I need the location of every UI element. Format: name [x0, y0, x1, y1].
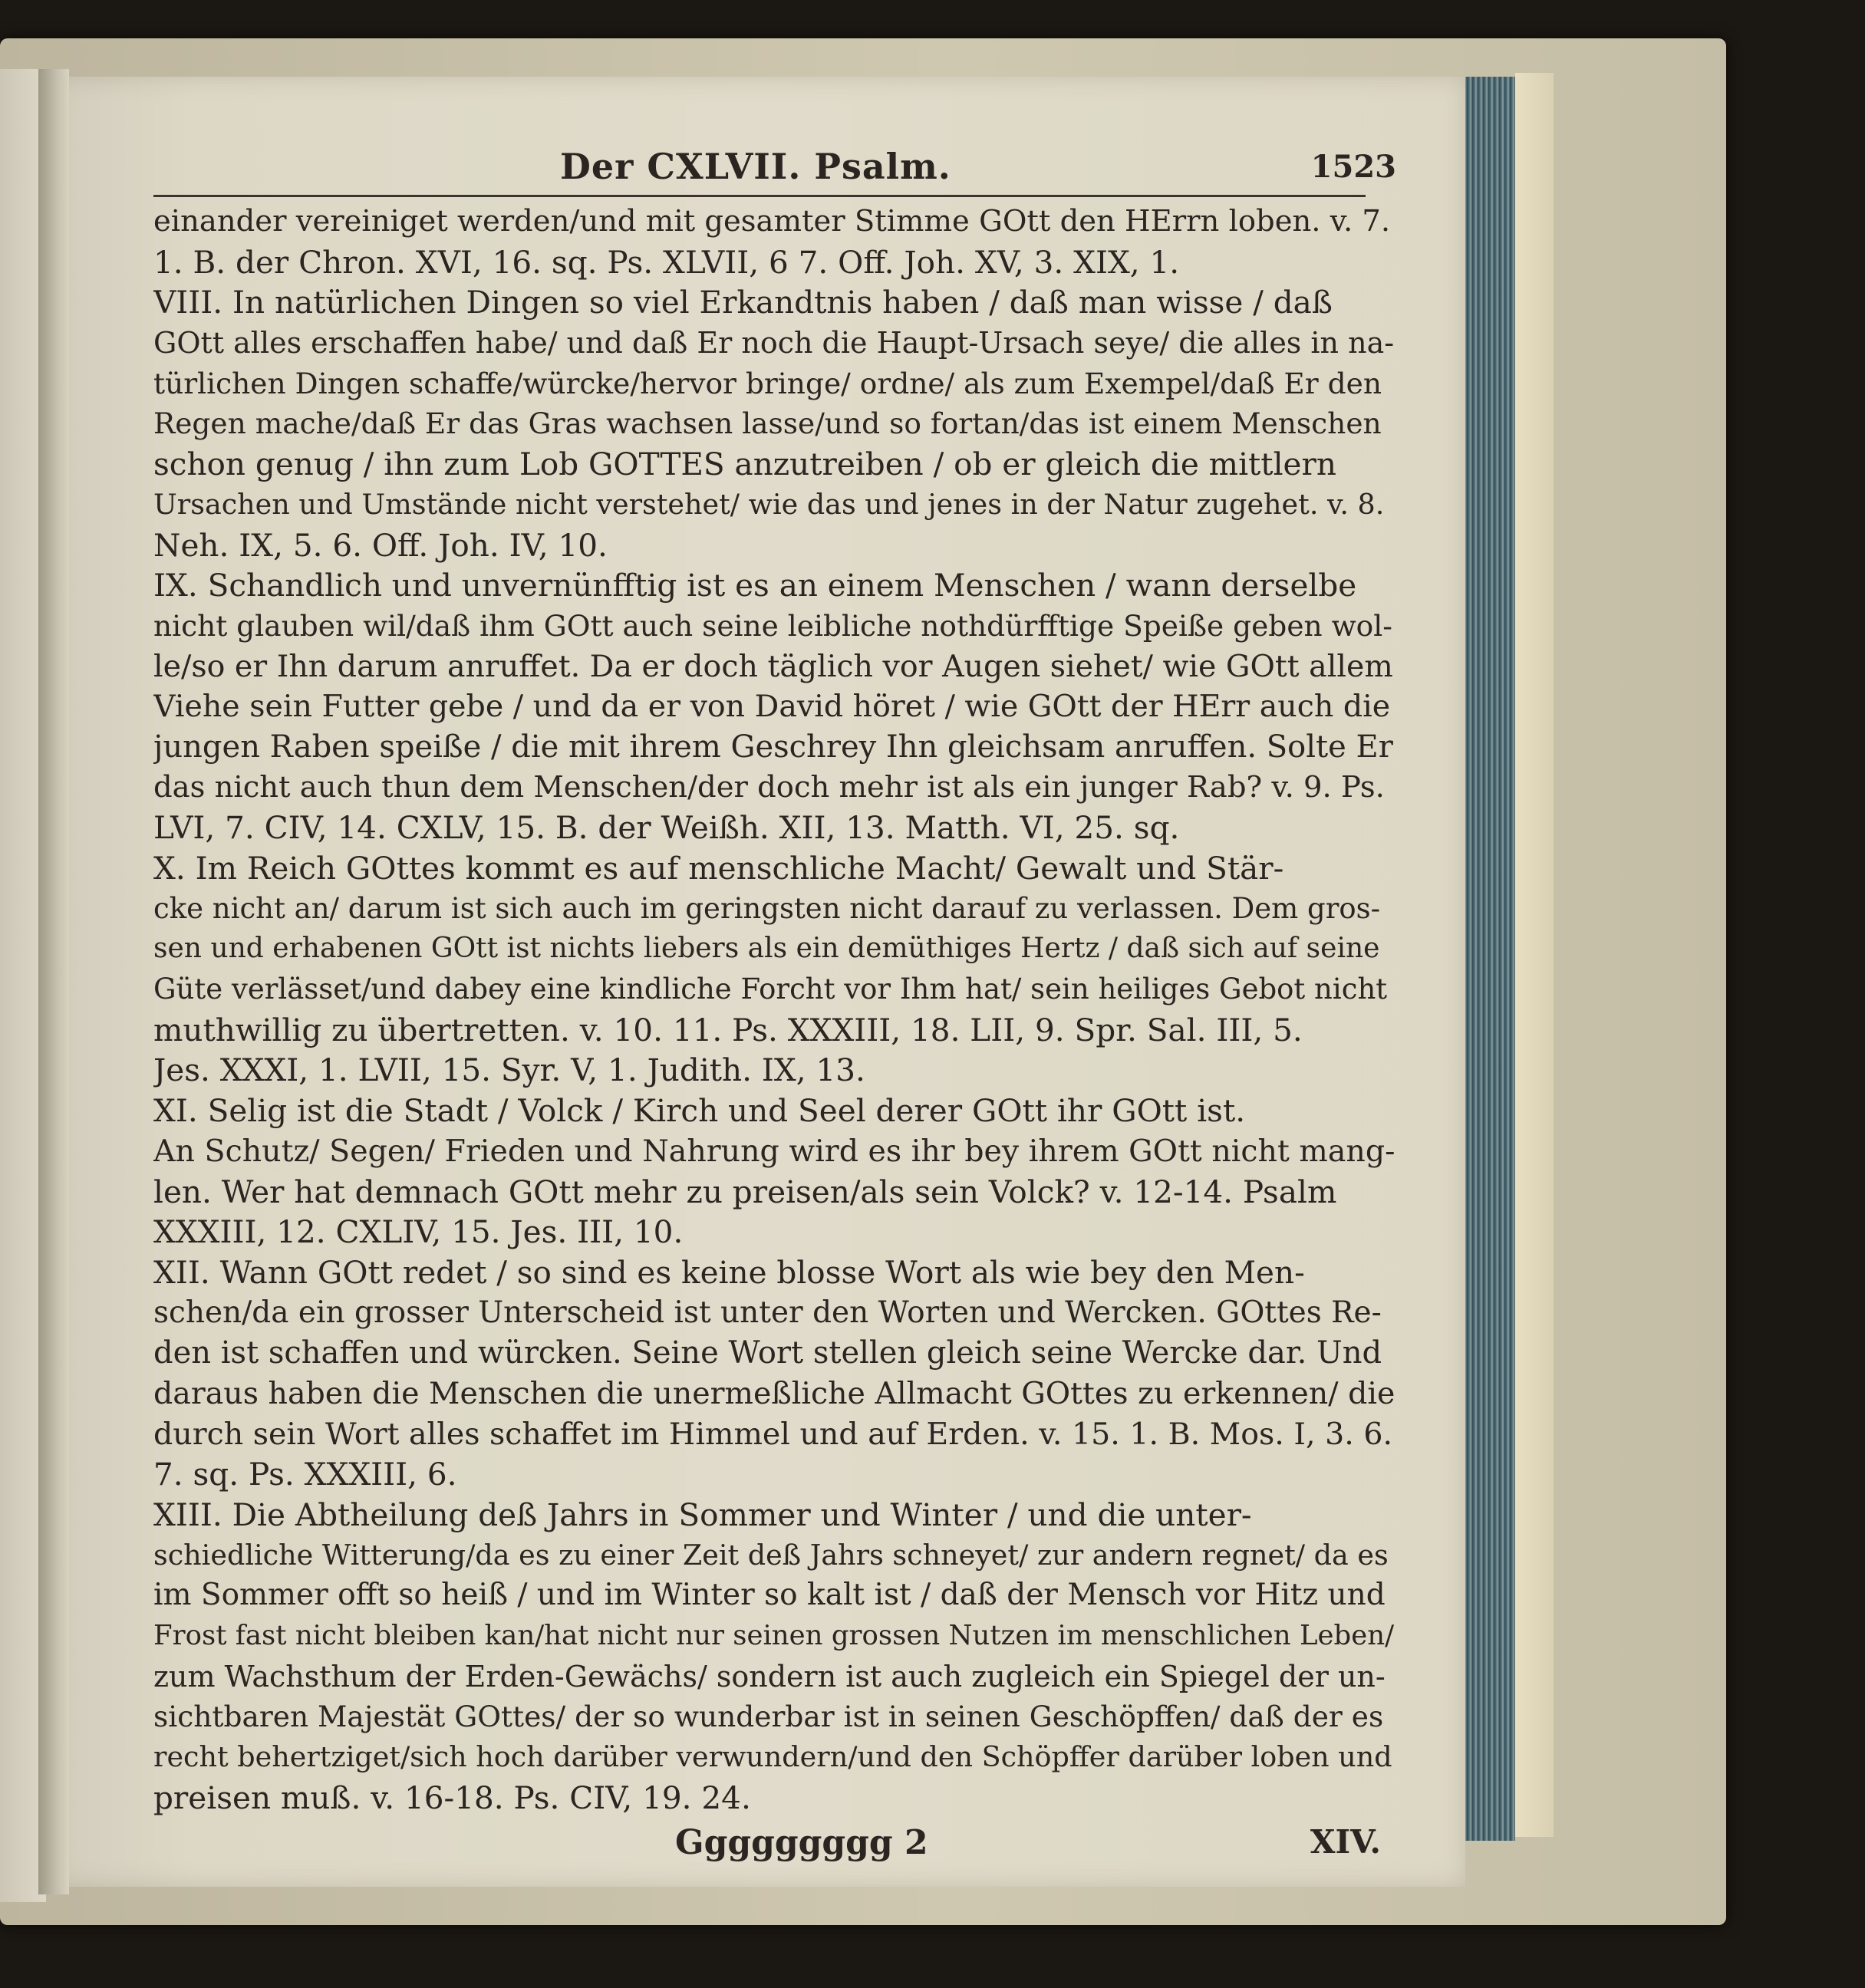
text-line: muthwillig zu übertretten. v. 10. 11. Ps. XXXIII, 18. LII, 9. Spr. Sal. III, 5. [153, 1011, 1303, 1048]
text-line: le/so er Ihn darum anruffet. Da er doch täglich vor Augen siehet/ wie GOtt allem [153, 648, 1393, 684]
text-line: jungen Raben speiße / die mit ihrem Geschrey Ihn gleichsam anruffen. Solte Er [153, 729, 1393, 765]
text-line: XII. Wann GOtt redet / so sind es keine blosse Wort als wie bey den Men- [153, 1253, 1305, 1291]
text-line: Regen mache/daß Er das Gras wachsen lasse/und so fortan/das ist einem Menschen [153, 406, 1382, 441]
header-rule [153, 195, 1366, 197]
catchword: XIV. [1310, 1822, 1381, 1861]
text-line: len. Wer hat demnach GOtt mehr zu preisen/als sein Volck? v. 12-14. Psalm [153, 1173, 1337, 1210]
text-line: Güte verlässet/und dabey eine kindliche Forcht vor Ihm hat/ sein heiliges Gebot nicht [153, 973, 1388, 1006]
text-line: X. Im Reich GOttes kommt es auf menschliche Macht/ Gewalt und Stär- [153, 850, 1284, 887]
text-line: Frost fast nicht bleiben kan/hat nicht nur seinen grossen Nutzen im menschlichen Leben/ [153, 1620, 1395, 1652]
text-line: einander vereiniget werden/und mit gesamter Stimme GOtt den HErrn loben. v. 7. [153, 204, 1391, 239]
text-line: VIII. In natürlichen Dingen so viel Erkandtnis haben / daß man wisse / daß [153, 284, 1333, 321]
text-line: An Schutz/ Segen/ Frieden und Nahrung wird es ihr bey ihrem GOtt nicht mang- [153, 1133, 1395, 1169]
text-line: Jes. XXXI, 1. LVII, 15. Syr. V, 1. Judith. IX, 13. [153, 1052, 865, 1089]
text-line: XXXIII, 12. CXLIV, 15. Jes. III, 10. [153, 1213, 684, 1251]
text-line: 7. sq. Ps. XXXIII, 6. [153, 1456, 457, 1493]
text-line: LVI, 7. CIV, 14. CXLV, 15. B. der Weißh. XII, 13. Matth. VI, 25. sq. [153, 809, 1180, 847]
text-line: XIII. Die Abtheilung deß Jahrs in Sommer und Winter / und die unter- [153, 1496, 1252, 1533]
text-line: nicht glauben wil/daß ihm GOtt auch seine leibliche nothdürfftige Speiße geben wol- [153, 608, 1392, 643]
text-line: Neh. IX, 5. 6. Off. Joh. IV, 10. [153, 526, 608, 564]
text-line: daraus haben die Menschen die unermeßliche Allmacht GOttes zu erkennen/ die [153, 1375, 1395, 1411]
body-text [153, 202, 1396, 1818]
signature-mark: Ggggggggg 2 [675, 1822, 928, 1862]
text-line: schen/da ein grosser Unterscheid ist unter den Worten und Wercken. GOttes Re- [153, 1295, 1382, 1330]
text-line: den ist schaffen und würcken. Seine Wort stellen gleich seine Wercke dar. Und [153, 1335, 1382, 1371]
text-line: türlichen Dingen schaffe/würcke/hervor bringe/ ordne/ als zum Exempel/daß Er den [153, 366, 1382, 400]
text-line: 1. B. der Chron. XVI, 16. sq. Ps. XLVII, 6 7. Off. Joh. XV, 3. XIX, 1. [153, 243, 1180, 281]
text-line: das nicht auch thun dem Menschen/der doch mehr ist als ein junger Rab? v. 9. Ps. [153, 769, 1385, 805]
text-line: Ursachen und Umstände nicht verstehet/ wie das und jenes in der Natur zugehet. v. 8. [153, 487, 1385, 521]
page-number: 1523 [1310, 149, 1396, 185]
text-line: schon genug / ihn zum Lob GOTTES anzutreiben / ob er gleich die mittlern [153, 446, 1336, 483]
text-line: cke nicht an/ darum ist sich auch im geringsten nicht darauf zu verlassen. Dem gros- [153, 891, 1381, 925]
page-content [153, 138, 1396, 1868]
text-line: sichtbaren Majestät GOttes/ der so wunderbar ist in seinen Geschöpffen/ daß der es [153, 1700, 1384, 1734]
page-gutter-shadow [38, 69, 69, 1894]
text-line: durch sein Wort alles schaffet im Himmel und auf Erden. v. 15. 1. B. Mos. I, 3. 6. [153, 1416, 1393, 1452]
page-header [153, 138, 1396, 192]
text-line: recht behertziget/sich hoch darüber verwundern/und den Schöpffer darüber loben und [153, 1740, 1392, 1774]
text-line: schiedliche Witterung/da es zu einer Zeit deß Jahrs schneyet/ zur andern regnet/ da es [153, 1538, 1389, 1572]
page-footer [153, 1822, 1396, 1868]
text-line: sen und erhabenen GOtt ist nichts liebers als ein demüthiges Hertz / daß sich auf seine [153, 933, 1380, 965]
running-title: Der CXLVII. Psalm. [560, 146, 951, 187]
text-line: zum Wachsthum der Erden-Gewächs/ sondern ist auch zugleich ein Spiegel der un- [153, 1659, 1386, 1693]
text-line: GOtt alles erschaffen habe/ und daß Er noch die Haupt-Ursach seye/ die alles in na- [153, 326, 1395, 360]
page-edges [1461, 77, 1515, 1841]
text-line: IX. Schandlich und unvernünfftig ist es an einem Menschen / wann derselbe [153, 567, 1357, 604]
page-edges-light [1515, 73, 1554, 1837]
text-line: im Sommer offt so heiß / und im Winter so kalt ist / daß der Mensch vor Hitz und [153, 1578, 1386, 1613]
text-line: preisen muß. v. 16-18. Ps. CIV, 19. 24. [153, 1779, 751, 1816]
text-line: XI. Selig ist die Stadt / Volck / Kirch und Seel derer GOtt ihr GOtt ist. [153, 1092, 1246, 1130]
book-page [54, 77, 1465, 1887]
text-line: Viehe sein Futter gebe / und da er von David höret / wie GOtt der HErr auch die [153, 689, 1391, 725]
